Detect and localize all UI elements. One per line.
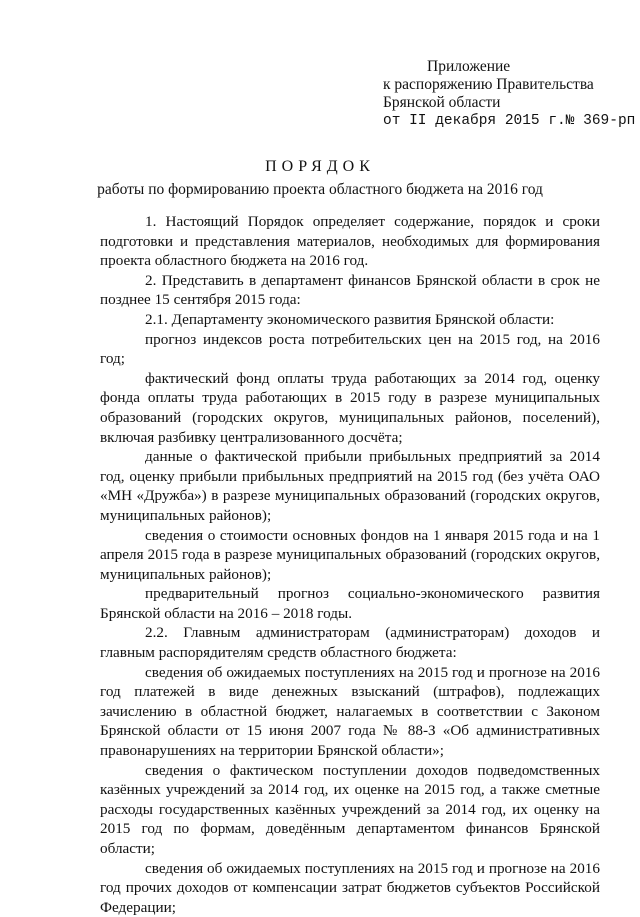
paragraph: сведения о стоимости основных фондов на 1 января 2015 года и на 1 апреля 2015 года в разрезе муниципальных образований (городских округов, муниципальных районов);: [100, 526, 600, 583]
approval-heading: Приложение: [427, 58, 511, 75]
paragraph: сведения об ожидаемых поступлениях на 2015 год и прогнозе на 2016 год прочих доходов от компенсации затрат бюджетов субъектов Российской Федерации;: [100, 859, 600, 916]
paragraph: 2.2. Главным администраторам (администраторам) доходов и главным распорядителям средств областного бюджета:: [100, 624, 600, 662]
approval-block: [383, 58, 635, 130]
document-subtitle: работы по формированию проекта областного бюджета на 2016 год: [97, 181, 543, 198]
paragraph: сведения об ожидаемых поступлениях на 2015 год и прогнозе на 2016 год платежей в виде денежных взысканий (штрафов), подлежащих зачислению в областной бюджет, налагаемых в соответствии с Законом Брянской области от 15 июня 2007 года № 88-З «Об административных правонарушениях на территории Брянской области»;: [100, 663, 600, 760]
approval-region-line: Брянской области: [383, 94, 501, 111]
paragraph: 2. Представить в департамент финансов Брянской области в срок не позднее 15 сентября 2015 года:: [100, 271, 600, 309]
approval-date-number: от II декабря 2015 г.№ 369-рп: [383, 113, 636, 129]
paragraph: прогноз индексов роста потребительских цен на 2015 год, на 2016 год;: [100, 330, 600, 368]
document-body: [100, 212, 600, 917]
paragraph: данные о фактической прибыли прибыльных предприятий за 2014 год, оценку прибыли прибыльных предприятий на 2015 год (без учёта ОАО «МН «Дружба») в разрезе муниципальных образований (городских округов, муниципальных районов);: [100, 448, 600, 524]
paragraph: предварительный прогноз социально-экономического развития Брянской области на 2016 – 2018 годы.: [100, 585, 600, 622]
document-title: ПОРЯДОК: [265, 158, 375, 175]
paragraph: сведения о фактическом поступлении доходов подведомственных казённых учреждений за 2014 год, их оценке на 2015 год, а также сметные расходы государственных казённых учреждений за 2014 год, их оценку на 2015 год по формам, доведённым департаментом финансов Брянской области;: [100, 761, 600, 857]
paragraph: фактический фонд оплаты труда работающих за 2014 год, оценку фонда оплаты труда работающих в 2015 году в разрезе муниципальных образований (городских округов, муниципальных районов, поселений), включая разбивку централизованного досчёта;: [100, 369, 600, 446]
approval-order-line: к распоряжению Правительства: [383, 76, 594, 93]
paragraph: 1. Настоящий Порядок определяет содержание, порядок и сроки подготовки и представления материалов, необходимых для формирования проекта областного бюджета на 2016 год.: [100, 213, 600, 270]
paragraph: 2.1. Департаменту экономического развития Брянской области:: [145, 310, 555, 328]
